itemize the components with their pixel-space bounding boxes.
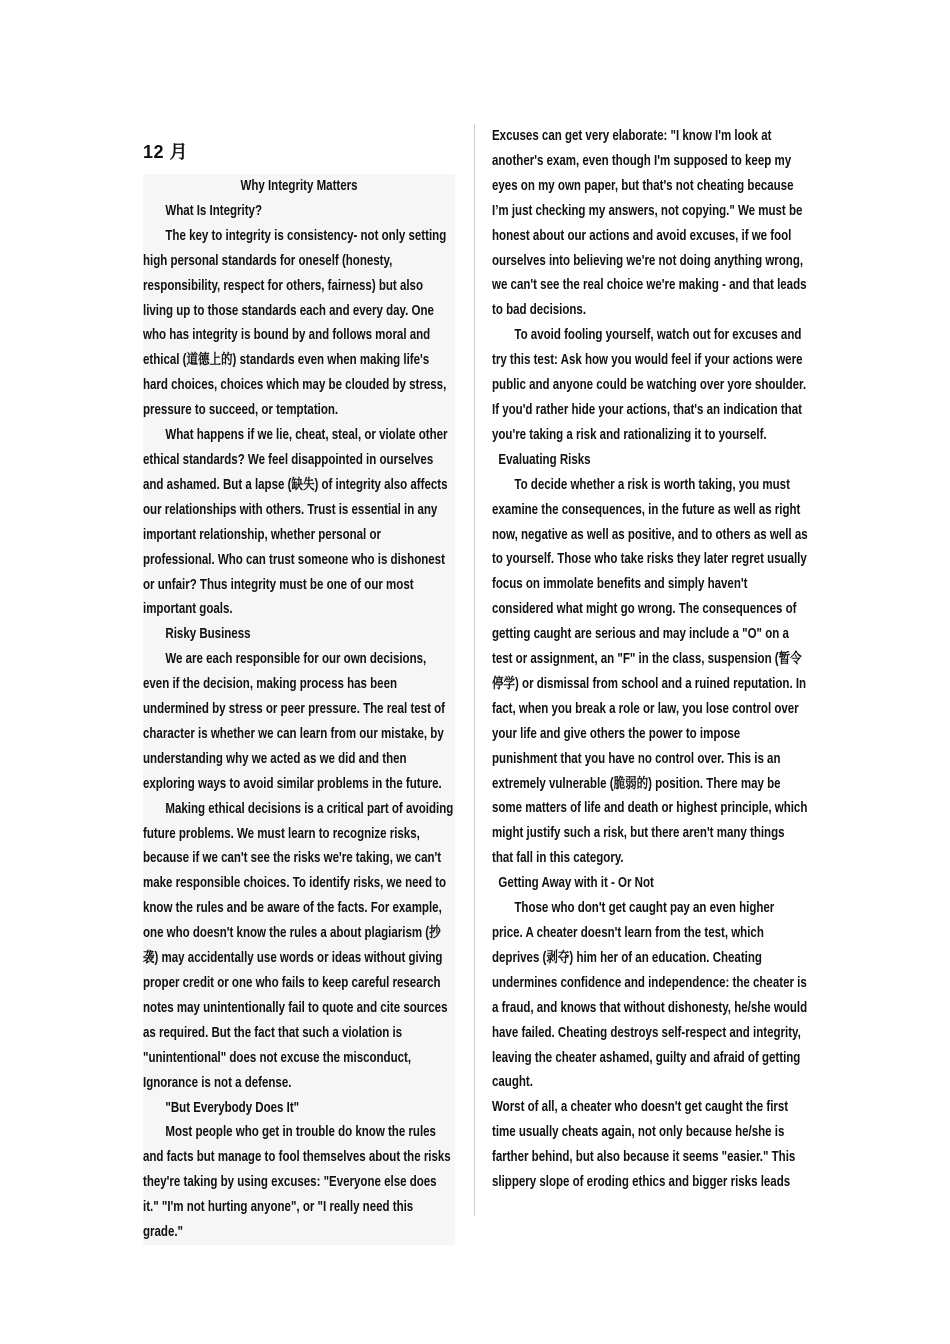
paragraph: Those who don't get caught pay an even higher price. A cheater doesn't learn from the test, which deprives (剥夺) him her of an education. Cheating undermines confidence and independence: the cheater is a fraud, and knows that without dishonesty, he/she would have failed. Cheating destroys self-respect and integrity, leaving the cheater ashamed, guilty and afraid of getting caught.: [492, 900, 808, 1091]
paragraph: To decide whether a risk is worth taking, you must examine the consequences, in the future as well as right now, negative as well as positive, and to others as well as to yourself. Those who take risks they later regret usually focus on immolate benefits and simply haven't considered what might go wrong. The consequences of getting caught are serious and may include a "O" on a test or assignment, an "F" in the class, suspension (暂令停学) or dismissal from school and a ruined reputation. In fact, when you break a role or law, you lose control over your life and give others the power to impose punishment that you have no control over. This is an extremely vulnerable (脆弱的) position. There may be some matters of life and death or highest principle, which might justify such a risk, but there aren't many things that fall in this category.: [492, 476, 808, 867]
paragraph: Making ethical decisions is a critical part of avoiding future problems. We must learn to recognize risks, because if we can't see the risks we're taking, we can't make responsible choices. To identify risks, we need to know the rules and be aware of the facts. For example, one who doesn't know the rules a about plagiarism (抄袭) may accidentally use words or ideas without giving proper credit or one who fails to keep careful research notes may unintentionally fail to quote and cite sources as required. But the fact that such a violation is "unintentional" does not excuse the misconduct, Ignorance is not a defense.: [143, 800, 454, 1091]
subheading: What Is Integrity?: [165, 202, 262, 219]
page-month-heading: 12 月: [143, 142, 189, 162]
paragraph: Most people who get in trouble do know the rules and facts but manage to fool themselves about the risks they're taking by using excuses: "Everyone else does it." "I'm not hurting anyone", or "I really need this grade.": [143, 1124, 451, 1241]
article-title: Why Integrity Matters: [240, 178, 358, 194]
subheading: Risky Business: [165, 626, 251, 643]
paragraph: We are each responsible for our own decisions, even if the decision, making process has been undermined by stress or peer pressure. The real test of character is whether we can learn from our mistake, by understanding why we acted as we did and then exploring ways to avoid similar problems in the future.: [143, 651, 445, 792]
paragraph: The key to integrity is consistency- not only setting high personal standards for oneself (honesty, responsibility, respect for others, fairness) but also living up to those standards each and every day. One who has integrity is bound by and follows moral and ethical (道德上的) standards even when making life's hard choices, choices which may be clouded by stress, pressure to succeed, or temptation.: [143, 227, 447, 419]
right-column: [492, 124, 808, 1195]
paragraph: To avoid fooling yourself, watch out for excuses and try this test: Ask how you would feel if your actions were public and anyone could be watching over yore shoulder. If you'd rather hide your actions, that's an indication that you're taking a risk and rationalizing it to yourself.: [492, 327, 807, 443]
subheading: "But Everybody Does It": [165, 1099, 300, 1116]
subheading: Getting Away with it - Or Not: [498, 875, 654, 892]
column-divider: [474, 124, 475, 1216]
paragraph: Excuses can get very elaborate: "I know I'm look at another's exam, even though I'm supposed to keep my eyes on my own paper, but that's not cheating because I’m just checking my answers, not copying." We must be honest about our actions and avoid excuses, if we fool ourselves into believing we're not doing anything wrong, we can't see the real choice we're making - and that leads to bad decisions.: [492, 128, 807, 319]
paragraph: Worst of all, a cheater who doesn't get caught the first time usually cheats again, not only because he/she is farther behind, but also because it seems "easier." This slippery slope of eroding ethics and bigger risks leads: [492, 1099, 796, 1191]
paragraph: What happens if we lie, cheat, steal, or violate other ethical standards? We feel disappointed in ourselves and ashamed. But a lapse (缺失) of integrity also affects our relationships with others. Trust is essential in any important relationship, whether personal or professional. Who can trust someone who is dishonest or unfair? Thus integrity must be one of our most important goals.: [143, 427, 448, 618]
left-column: [143, 174, 455, 1245]
subheading: Evaluating Risks: [498, 451, 591, 468]
